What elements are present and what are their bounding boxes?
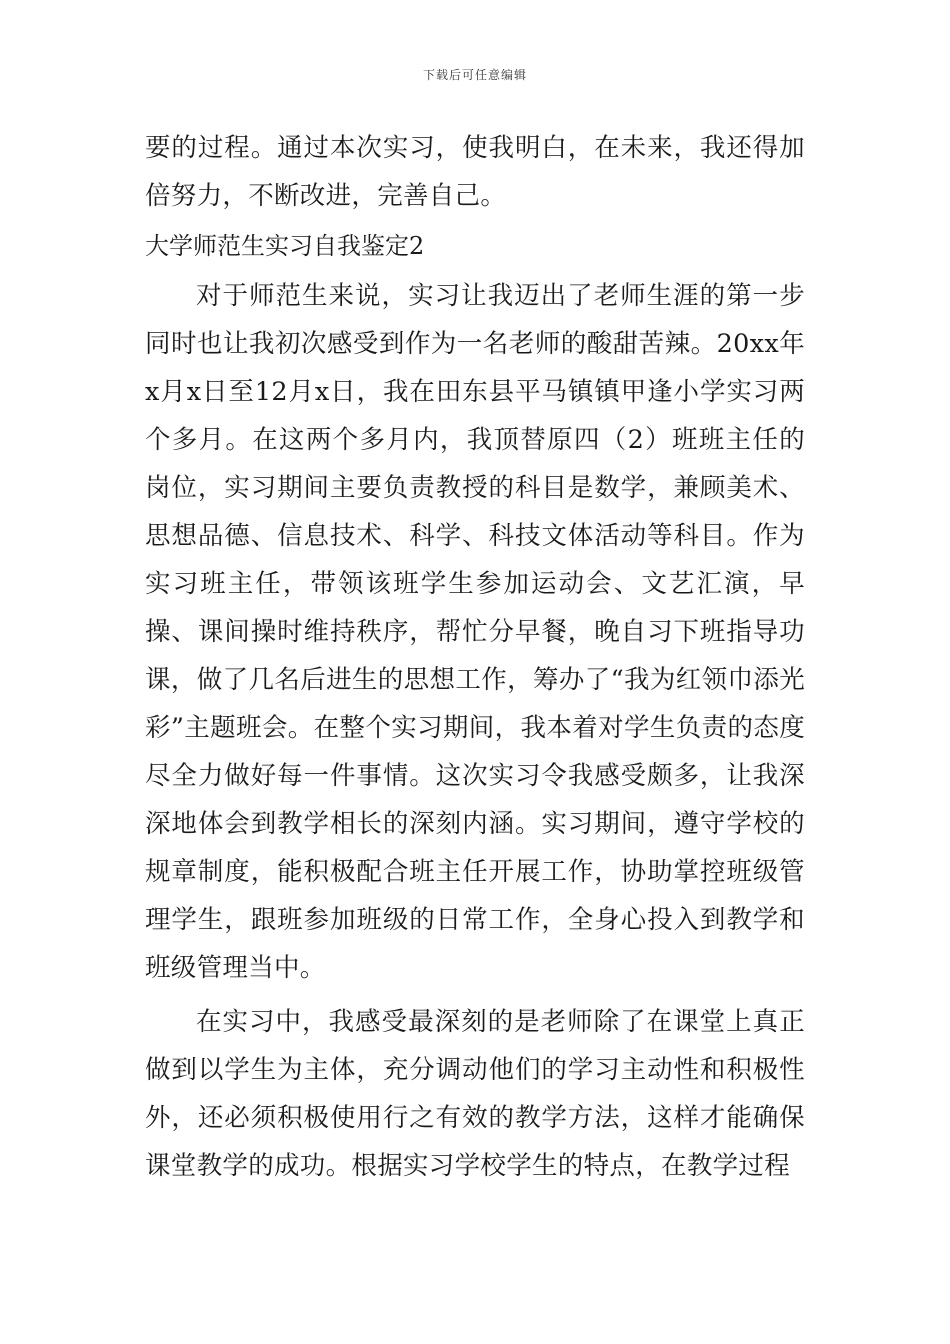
paragraph-teaching: 在实习中，我感受最深刻的是老师除了在课堂上真正做到以学生为主体，充分调动他们的学习主动性和积极性外，还必须积极使用行之有效的教学方法，这样才能确保课堂教学的成功。根据实习学校学生的特点，在教学过程 xyxy=(145,1007,805,1181)
paragraph-continuation: 要的过程。通过本次实习，使我明白，在未来，我还得加倍努力，不断改进，完善自己。 xyxy=(145,133,805,211)
document-body xyxy=(145,124,805,1190)
section-title: 大学师范生实习自我鉴定2 xyxy=(145,232,425,260)
paragraph-intro: 对于师范生来说，实习让我迈出了老师生涯的第一步同时也让我初次感受到作为一名老师的酸甜苦辣。20xx年x月x日至12月x日，我在田东县平马镇镇甲逢小学实习两个多月。在这两个多月内，我顶替原四（2）班班主任的岗位，实习期间主要负责教授的科目是数学，兼顾美术、思想品德、信息技术、科学、科技文体活动等科目。作为实习班主任，带领该班学生参加运动会、文艺汇演，早操、课间操时维持秩序，帮忙分早餐，晚自习下班指导功课，做了几名后进生的思想工作，筹办了“我为红领巾添光彩”主题班会。在整个实习期间，我本着对学生负责的态度尽全力做好每一件事情。这次实习令我感受颇多，让我深深地体会到教学相长的深刻内涵。实习期间，遵守学校的规章制度，能积极配合班主任开展工作，协助掌控班级管理学生，跟班参加班级的日常工作，全身心投入到教学和班级管理当中。 xyxy=(145,281,805,983)
page-header: 下载后可任意编辑 xyxy=(422,68,527,82)
